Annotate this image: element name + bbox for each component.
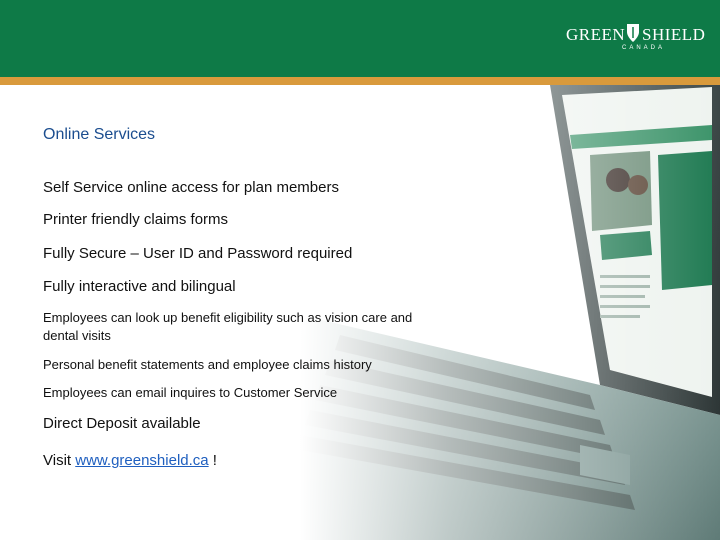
logo-word-green: GREEN (566, 25, 626, 44)
shield-icon (626, 23, 640, 43)
bullet-secure: Fully Secure – User ID and Password required (43, 245, 353, 262)
visit-line (43, 452, 217, 469)
bullet-statements: Personal benefit statements and employee claims history (43, 357, 372, 372)
logo-subtitle: CANADA (622, 45, 666, 51)
bullet-self-service: Self Service online access for plan members (43, 179, 339, 196)
visit-suffix: ! (208, 452, 217, 469)
slide-title: Online Services (43, 126, 156, 143)
visit-prefix: Visit (43, 452, 76, 469)
bullet-bilingual: Fully interactive and bilingual (43, 278, 236, 295)
logo-word-shield: SHIELD (642, 25, 706, 44)
bullet-direct-deposit: Direct Deposit available (43, 415, 201, 432)
bullet-email: Employees can email inquires to Customer Service (43, 385, 338, 400)
website-link[interactable]: www.greenshield.ca (75, 452, 209, 469)
bullet-eligibility: Employees can look up benefit eligibility such as vision care and dental visits (43, 310, 413, 343)
accent-band (0, 77, 720, 85)
bullet-claims-forms: Printer friendly claims forms (43, 211, 229, 228)
green-shield-logo (566, 21, 706, 57)
